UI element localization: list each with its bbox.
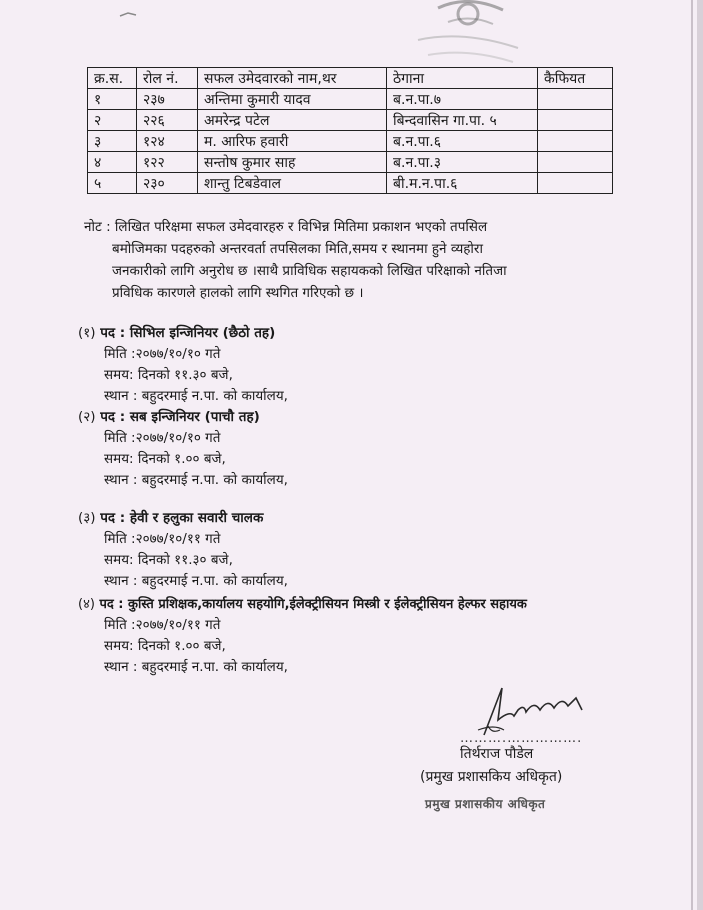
cell-roll: १२२ <box>137 152 198 173</box>
page-edge <box>697 0 703 910</box>
cell-remarks <box>538 110 613 131</box>
cell-roll: २३० <box>137 173 198 194</box>
note-paragraph <box>84 216 664 304</box>
header-address: ठेगाना <box>387 68 538 89</box>
post-date: मिति :२०७७/१०/१० गते <box>104 346 221 362</box>
post-heading <box>78 323 288 344</box>
cell-name: अन्तिमा कुमारी यादव <box>198 89 387 110</box>
post-place: स्थान : बहुदरमाई न.पा. को कार्यालय, <box>104 472 288 488</box>
post-heading <box>78 508 288 529</box>
note-line: जनकारीको लागि अनुरोध छ ।साथै प्राविधिक सहायकको लिखित परिक्षाको नतिजा <box>112 263 507 279</box>
cell-address: ब.न.पा.७ <box>387 89 538 110</box>
table-header-row <box>88 68 613 89</box>
post-time: समय: दिनको १.०० बजे, <box>104 451 226 467</box>
post-number: (३) <box>78 510 96 526</box>
table-row <box>88 89 613 110</box>
post-time: समय: दिनको ११.३० बजे, <box>104 552 233 568</box>
post-date: मिति :२०७७/१०/११ गते <box>104 531 221 547</box>
note-line: प्रविधिक कारणले हालको लागि स्थगित गरिएको छ । <box>112 285 364 301</box>
table-row <box>88 173 613 194</box>
cell-address: बिन्दवासिन गा.पा. ५ <box>387 110 538 131</box>
post-title: पद : कुस्ति प्रशिक्षक,कार्यालय सहयोगि,ईलेक्ट्रीसियन मिस्त्री र ईलेक्ट्रीसियन हेल्फर सहायक <box>99 597 527 612</box>
signature-block <box>420 680 640 810</box>
cell-remarks <box>538 152 613 173</box>
cell-address: ब.न.पा.६ <box>387 131 538 152</box>
cell-name: म. आरिफ हवारी <box>198 131 387 152</box>
header-remarks: कैफियत <box>538 68 613 89</box>
post-title: पद : सिभिल इन्जिनियर (छैठो तह) <box>100 325 276 341</box>
table-row <box>88 152 613 173</box>
table-row <box>88 131 613 152</box>
post-place: स्थान : बहुदरमाई न.पा. को कार्यालय, <box>104 388 288 404</box>
cell-roll: २३७ <box>137 89 198 110</box>
designation-stamp: प्रमुख प्रशासकीय अधिकृत <box>425 797 546 811</box>
post-section-1 <box>78 323 288 407</box>
cell-remarks <box>538 89 613 110</box>
cell-serial: २ <box>88 110 137 131</box>
post-time: समय: दिनको १.०० बजे, <box>104 638 226 654</box>
signer-name: तिर्थराज पौडेल <box>460 746 534 762</box>
header-name: सफल उमेदवारको नाम,थर <box>198 68 387 89</box>
cell-serial: ३ <box>88 131 137 152</box>
signature-line: ……….……………. <box>460 731 583 746</box>
cell-roll: २२६ <box>137 110 198 131</box>
post-number: (१) <box>78 325 96 341</box>
post-section-4 <box>78 594 527 678</box>
post-heading <box>78 407 288 428</box>
cell-roll: १२४ <box>137 131 198 152</box>
cell-serial: ४ <box>88 152 137 173</box>
page-edge-line <box>691 0 693 910</box>
post-heading <box>78 594 527 615</box>
cell-remarks <box>538 131 613 152</box>
header-roll: रोल नं. <box>137 68 198 89</box>
cell-remarks <box>538 173 613 194</box>
note-line: बमोजिमका पदहरुको अन्तरवर्ता तपसिलका मिति,समय र स्थानमा हुने व्यहोरा <box>112 241 483 257</box>
header-serial: क्र.स. <box>88 68 137 89</box>
results-table <box>87 67 613 194</box>
cell-name: शान्तु टिबडेवाल <box>198 173 387 194</box>
cell-name: अमरेन्द्र पटेल <box>198 110 387 131</box>
cell-serial: १ <box>88 89 137 110</box>
post-time: समय: दिनको ११.३० बजे, <box>104 367 233 383</box>
note-line: नोट : लिखित परिक्षमा सफल उमेदवारहरु र विभिन्न मितिमा प्रकाशन भएको तपसिल <box>84 219 488 235</box>
office-seal-icon <box>408 0 528 70</box>
post-date: मिति :२०७७/१०/११ गते <box>104 617 221 633</box>
table-row <box>88 110 613 131</box>
post-title: पद : हेवी र हलुका सवारी चालक <box>100 510 264 526</box>
post-number: (४) <box>78 597 95 612</box>
post-place: स्थान : बहुदरमाई न.पा. को कार्यालय, <box>104 573 288 589</box>
cell-serial: ५ <box>88 173 137 194</box>
ink-mark-icon <box>118 8 140 20</box>
cell-address: बी.म.न.पा.६ <box>387 173 538 194</box>
post-section-3 <box>78 508 288 592</box>
signer-designation: (प्रमुख प्रशासकिय अधिकृत) <box>420 769 563 785</box>
post-date: मिति :२०७७/१०/१० गते <box>104 430 221 446</box>
post-title: पद : सब इन्जिनियर (पाचौ तह) <box>100 409 260 425</box>
cell-address: ब.न.पा.३ <box>387 152 538 173</box>
post-section-2 <box>78 407 288 491</box>
cell-name: सन्तोष कुमार साह <box>198 152 387 173</box>
post-place: स्थान : बहुदरमाई न.पा. को कार्यालय, <box>104 659 288 675</box>
post-number: (२) <box>78 409 96 425</box>
